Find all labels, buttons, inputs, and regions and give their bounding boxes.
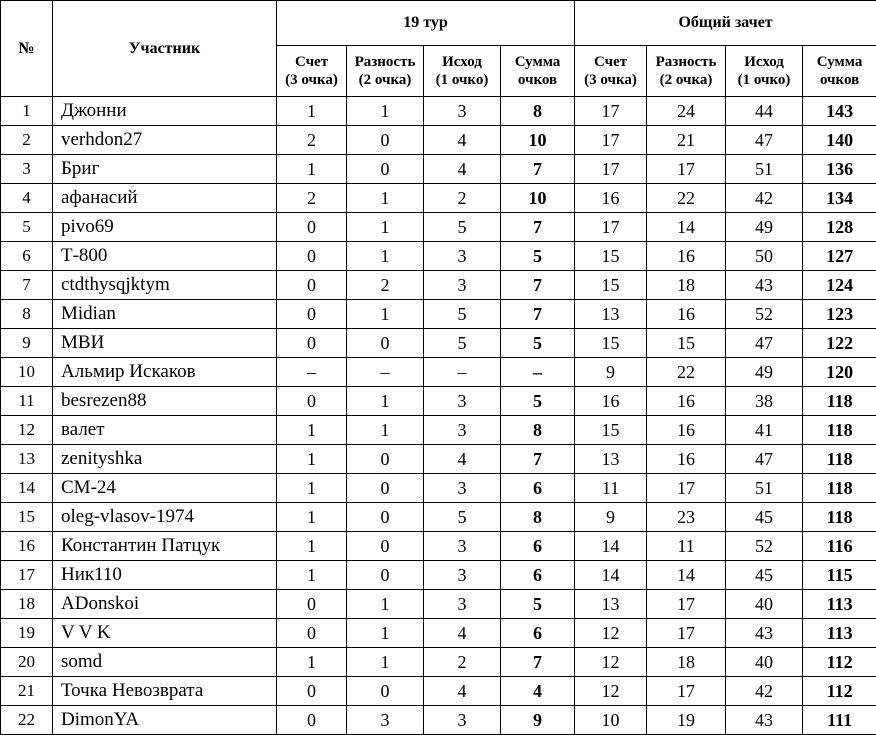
round-outcome: 3 — [424, 387, 501, 416]
header-num: № — [1, 1, 53, 97]
round-outcome: 3 — [424, 474, 501, 503]
overall-score: 9 — [575, 503, 647, 532]
row-number: 13 — [1, 445, 53, 474]
overall-total: 118 — [803, 474, 876, 503]
overall-total: 127 — [803, 242, 876, 271]
round-diff: 0 — [347, 677, 424, 706]
table-row — [1, 242, 876, 271]
overall-score: 17 — [575, 213, 647, 242]
round-diff: 1 — [347, 213, 424, 242]
table-row — [1, 706, 876, 735]
table-row — [1, 590, 876, 619]
round-score: 0 — [277, 677, 347, 706]
header-overall: Общий зачет — [575, 1, 876, 46]
round-total: 10 — [501, 126, 575, 155]
row-number: 8 — [1, 300, 53, 329]
overall-outcome: 49 — [726, 213, 803, 242]
overall-outcome: 52 — [726, 300, 803, 329]
round-score: 1 — [277, 474, 347, 503]
round-outcome: 3 — [424, 561, 501, 590]
round-diff: 0 — [347, 126, 424, 155]
overall-outcome: 47 — [726, 126, 803, 155]
table-row — [1, 561, 876, 590]
header-round: 19 тур — [277, 1, 575, 46]
round-total: 7 — [501, 213, 575, 242]
round-outcome: 5 — [424, 503, 501, 532]
round-total: 4 — [501, 677, 575, 706]
row-number: 2 — [1, 126, 53, 155]
overall-total: 113 — [803, 590, 876, 619]
overall-outcome: 43 — [726, 706, 803, 735]
table-row — [1, 271, 876, 300]
overall-diff: 16 — [647, 416, 726, 445]
overall-outcome: 41 — [726, 416, 803, 445]
round-diff: 0 — [347, 445, 424, 474]
overall-score: 17 — [575, 97, 647, 126]
row-number: 9 — [1, 329, 53, 358]
round-score: 1 — [277, 561, 347, 590]
round-diff: 1 — [347, 648, 424, 677]
table-row — [1, 329, 876, 358]
round-diff: 1 — [347, 416, 424, 445]
participant-name: Константин Патцук — [53, 532, 277, 561]
round-outcome: 3 — [424, 416, 501, 445]
overall-score: 13 — [575, 445, 647, 474]
round-diff: 0 — [347, 329, 424, 358]
header-round-diff: Разность (2 очка) — [347, 46, 424, 97]
overall-outcome: 43 — [726, 619, 803, 648]
overall-diff: 18 — [647, 271, 726, 300]
header-overall-score: Счет (3 очка) — [575, 46, 647, 97]
row-number: 14 — [1, 474, 53, 503]
overall-score: 13 — [575, 590, 647, 619]
overall-total: 124 — [803, 271, 876, 300]
table-row — [1, 503, 876, 532]
overall-score: 17 — [575, 126, 647, 155]
round-total: 6 — [501, 561, 575, 590]
participant-name: Альмир Искаков — [53, 358, 277, 387]
participant-name: ADonskoi — [53, 590, 277, 619]
round-diff: 0 — [347, 561, 424, 590]
round-total: 7 — [501, 271, 575, 300]
round-score: 0 — [277, 590, 347, 619]
round-score: 0 — [277, 329, 347, 358]
table-row — [1, 97, 876, 126]
overall-diff: 19 — [647, 706, 726, 735]
overall-score: 13 — [575, 300, 647, 329]
overall-diff: 14 — [647, 213, 726, 242]
round-total: 5 — [501, 329, 575, 358]
overall-total: 136 — [803, 155, 876, 184]
overall-diff: 11 — [647, 532, 726, 561]
round-score: 1 — [277, 532, 347, 561]
table-row — [1, 619, 876, 648]
header-round-total: Сумма очков — [501, 46, 575, 97]
overall-score: 16 — [575, 387, 647, 416]
overall-score: 12 — [575, 619, 647, 648]
round-score: 0 — [277, 242, 347, 271]
participant-name: валет — [53, 416, 277, 445]
round-outcome: 4 — [424, 126, 501, 155]
row-number: 11 — [1, 387, 53, 416]
participant-name: DimonYA — [53, 706, 277, 735]
overall-outcome: 44 — [726, 97, 803, 126]
overall-diff: 16 — [647, 445, 726, 474]
overall-diff: 16 — [647, 387, 726, 416]
overall-total: 116 — [803, 532, 876, 561]
overall-outcome: 47 — [726, 329, 803, 358]
round-outcome: 3 — [424, 242, 501, 271]
row-number: 1 — [1, 97, 53, 126]
participant-name: СМ-24 — [53, 474, 277, 503]
round-outcome: 4 — [424, 155, 501, 184]
overall-score: 15 — [575, 242, 647, 271]
header-overall-total: Сумма очков — [803, 46, 876, 97]
table-row — [1, 300, 876, 329]
round-total: 7 — [501, 155, 575, 184]
round-score: 0 — [277, 213, 347, 242]
row-number: 19 — [1, 619, 53, 648]
overall-diff: 16 — [647, 242, 726, 271]
table-row — [1, 416, 876, 445]
round-score: – — [277, 358, 347, 387]
header-round-outcome: Исход (1 очко) — [424, 46, 501, 97]
participant-name: Точка Невозврата — [53, 677, 277, 706]
round-total: 5 — [501, 590, 575, 619]
round-score: 0 — [277, 706, 347, 735]
header-row-top — [1, 1, 876, 46]
round-total: 7 — [501, 300, 575, 329]
round-total: 10 — [501, 184, 575, 213]
round-total: – — [501, 358, 575, 387]
overall-diff: 14 — [647, 561, 726, 590]
overall-score: 17 — [575, 155, 647, 184]
overall-outcome: 51 — [726, 474, 803, 503]
overall-diff: 21 — [647, 126, 726, 155]
round-diff: 1 — [347, 619, 424, 648]
round-outcome: 2 — [424, 184, 501, 213]
table-row — [1, 532, 876, 561]
table-row — [1, 184, 876, 213]
table-row — [1, 213, 876, 242]
round-outcome: 3 — [424, 532, 501, 561]
table-row — [1, 126, 876, 155]
row-number: 15 — [1, 503, 53, 532]
round-outcome: 3 — [424, 271, 501, 300]
round-diff: 3 — [347, 706, 424, 735]
overall-diff: 15 — [647, 329, 726, 358]
round-score: 0 — [277, 387, 347, 416]
overall-outcome: 47 — [726, 445, 803, 474]
round-total: 8 — [501, 503, 575, 532]
round-diff: 0 — [347, 503, 424, 532]
table-row — [1, 648, 876, 677]
overall-outcome: 43 — [726, 271, 803, 300]
round-outcome: 3 — [424, 590, 501, 619]
round-score: 1 — [277, 503, 347, 532]
round-score: 1 — [277, 445, 347, 474]
overall-diff: 17 — [647, 590, 726, 619]
round-diff: 1 — [347, 184, 424, 213]
overall-outcome: 42 — [726, 184, 803, 213]
round-total: 7 — [501, 648, 575, 677]
round-diff: 1 — [347, 97, 424, 126]
round-outcome: 4 — [424, 677, 501, 706]
participant-name: oleg-vlasov-1974 — [53, 503, 277, 532]
overall-score: 12 — [575, 648, 647, 677]
overall-total: 120 — [803, 358, 876, 387]
overall-diff: 22 — [647, 184, 726, 213]
round-total: 8 — [501, 416, 575, 445]
overall-outcome: 50 — [726, 242, 803, 271]
overall-total: 118 — [803, 445, 876, 474]
round-outcome: 3 — [424, 706, 501, 735]
participant-name: афанасий — [53, 184, 277, 213]
overall-total: 122 — [803, 329, 876, 358]
participant-name: Ник110 — [53, 561, 277, 590]
participant-name: pivo69 — [53, 213, 277, 242]
round-diff: 1 — [347, 300, 424, 329]
round-score: 0 — [277, 271, 347, 300]
round-diff: 0 — [347, 532, 424, 561]
overall-outcome: 38 — [726, 387, 803, 416]
overall-total: 112 — [803, 677, 876, 706]
round-score: 0 — [277, 300, 347, 329]
overall-score: 14 — [575, 561, 647, 590]
table-row — [1, 387, 876, 416]
participant-name: besrezen88 — [53, 387, 277, 416]
overall-score: 10 — [575, 706, 647, 735]
participant-name: ctdthysqjktym — [53, 271, 277, 300]
row-number: 6 — [1, 242, 53, 271]
round-diff: 1 — [347, 242, 424, 271]
round-total: 6 — [501, 619, 575, 648]
round-outcome: – — [424, 358, 501, 387]
overall-total: 118 — [803, 416, 876, 445]
overall-total: 143 — [803, 97, 876, 126]
header-overall-outcome: Исход (1 очко) — [726, 46, 803, 97]
round-diff: – — [347, 358, 424, 387]
overall-score: 15 — [575, 271, 647, 300]
round-total: 8 — [501, 97, 575, 126]
overall-diff: 17 — [647, 619, 726, 648]
overall-total: 113 — [803, 619, 876, 648]
row-number: 17 — [1, 561, 53, 590]
overall-total: 140 — [803, 126, 876, 155]
round-total: 5 — [501, 387, 575, 416]
round-outcome: 3 — [424, 97, 501, 126]
round-diff: 0 — [347, 155, 424, 184]
table-row — [1, 677, 876, 706]
overall-total: 118 — [803, 503, 876, 532]
round-outcome: 4 — [424, 445, 501, 474]
overall-outcome: 42 — [726, 677, 803, 706]
participant-name: Midian — [53, 300, 277, 329]
row-number: 10 — [1, 358, 53, 387]
overall-diff: 17 — [647, 677, 726, 706]
overall-diff: 16 — [647, 300, 726, 329]
header-round-score: Счет (3 очка) — [277, 46, 347, 97]
round-total: 5 — [501, 242, 575, 271]
overall-outcome: 51 — [726, 155, 803, 184]
overall-score: 12 — [575, 677, 647, 706]
overall-total: 123 — [803, 300, 876, 329]
participant-name: verhdon27 — [53, 126, 277, 155]
row-number: 3 — [1, 155, 53, 184]
overall-score: 11 — [575, 474, 647, 503]
overall-total: 115 — [803, 561, 876, 590]
round-score: 2 — [277, 126, 347, 155]
header-overall-diff: Разность (2 очка) — [647, 46, 726, 97]
round-total: 6 — [501, 474, 575, 503]
overall-diff: 18 — [647, 648, 726, 677]
round-diff: 0 — [347, 474, 424, 503]
round-total: 7 — [501, 445, 575, 474]
overall-score: 14 — [575, 532, 647, 561]
round-outcome: 5 — [424, 329, 501, 358]
row-number: 21 — [1, 677, 53, 706]
round-score: 1 — [277, 155, 347, 184]
round-outcome: 2 — [424, 648, 501, 677]
round-diff: 2 — [347, 271, 424, 300]
participant-name: Бриг — [53, 155, 277, 184]
round-outcome: 4 — [424, 619, 501, 648]
overall-total: 111 — [803, 706, 876, 735]
round-total: 6 — [501, 532, 575, 561]
participant-name: V V K — [53, 619, 277, 648]
row-number: 16 — [1, 532, 53, 561]
header-participant: Участник — [53, 1, 277, 97]
round-diff: 1 — [347, 387, 424, 416]
row-number: 22 — [1, 706, 53, 735]
overall-score: 15 — [575, 329, 647, 358]
row-number: 18 — [1, 590, 53, 619]
row-number: 12 — [1, 416, 53, 445]
participant-name: Джонни — [53, 97, 277, 126]
overall-score: 9 — [575, 358, 647, 387]
participant-name: zenityshka — [53, 445, 277, 474]
overall-total: 134 — [803, 184, 876, 213]
round-diff: 1 — [347, 590, 424, 619]
table-row — [1, 445, 876, 474]
row-number: 7 — [1, 271, 53, 300]
overall-diff: 23 — [647, 503, 726, 532]
round-outcome: 5 — [424, 213, 501, 242]
participant-name: МВИ — [53, 329, 277, 358]
table-row — [1, 155, 876, 184]
round-score: 2 — [277, 184, 347, 213]
overall-outcome: 49 — [726, 358, 803, 387]
round-score: 0 — [277, 619, 347, 648]
round-score: 1 — [277, 416, 347, 445]
table-row — [1, 474, 876, 503]
overall-diff: 17 — [647, 155, 726, 184]
participant-name: somd — [53, 648, 277, 677]
overall-outcome: 40 — [726, 648, 803, 677]
standings-body — [1, 97, 876, 735]
table-row — [1, 358, 876, 387]
overall-diff: 17 — [647, 474, 726, 503]
round-total: 9 — [501, 706, 575, 735]
participant-name: Т-800 — [53, 242, 277, 271]
overall-total: 112 — [803, 648, 876, 677]
round-score: 1 — [277, 97, 347, 126]
overall-diff: 24 — [647, 97, 726, 126]
overall-outcome: 40 — [726, 590, 803, 619]
row-number: 5 — [1, 213, 53, 242]
round-outcome: 5 — [424, 300, 501, 329]
row-number: 20 — [1, 648, 53, 677]
overall-score: 15 — [575, 416, 647, 445]
overall-score: 16 — [575, 184, 647, 213]
row-number: 4 — [1, 184, 53, 213]
overall-outcome: 45 — [726, 561, 803, 590]
overall-total: 118 — [803, 387, 876, 416]
overall-diff: 22 — [647, 358, 726, 387]
overall-outcome: 52 — [726, 532, 803, 561]
round-score: 1 — [277, 648, 347, 677]
overall-outcome: 45 — [726, 503, 803, 532]
overall-total: 128 — [803, 213, 876, 242]
